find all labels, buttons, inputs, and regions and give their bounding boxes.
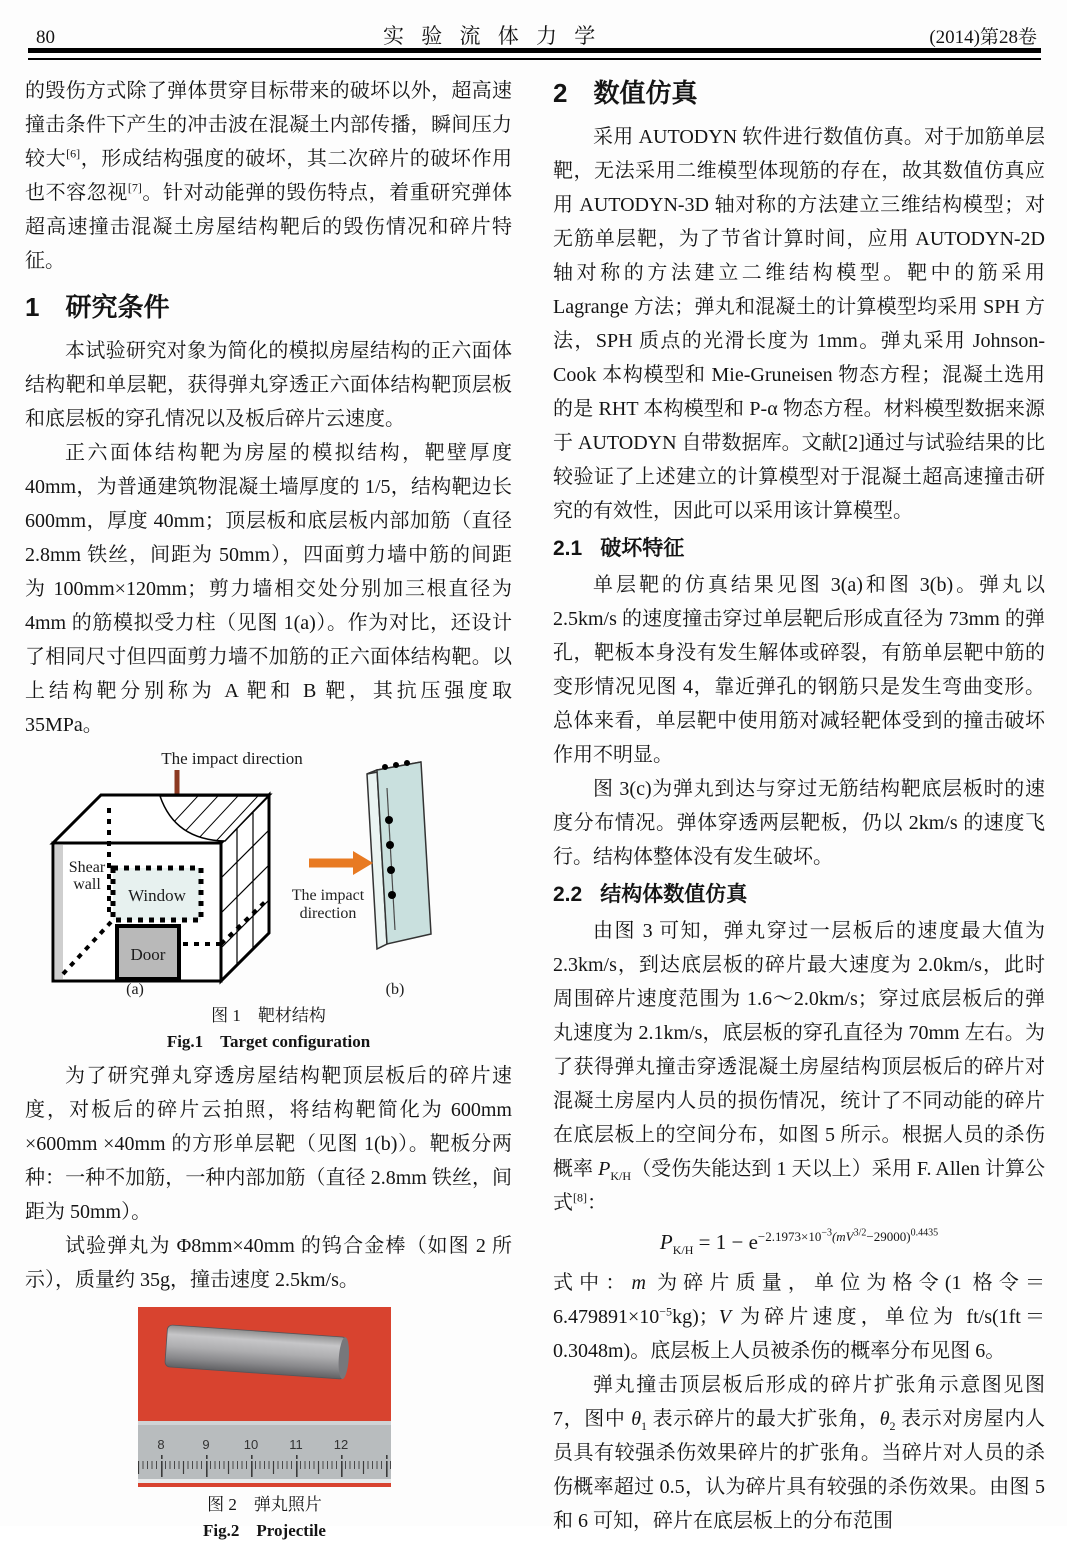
section-2-heading xyxy=(553,78,1045,108)
theta2-symbol: θ xyxy=(879,1408,890,1430)
figure-2 xyxy=(138,1307,512,1544)
pkh-subscript: K/H xyxy=(610,1169,632,1183)
impact-direction-label-b-line2: direction xyxy=(299,905,357,922)
text-run: 表示对房屋内人员具有较强杀伤效果碎片的扩张角。当碎片对人员的杀伤概率超过 0.5，认为碎片具有较强的杀伤效果。由图 5 和 6 可知，碎片在底层板上的分布范围 xyxy=(553,1408,1046,1532)
theta1-subscript: 1 xyxy=(641,1419,648,1433)
section-number: 2.1 xyxy=(553,537,583,560)
section-2-2-heading xyxy=(553,882,1045,908)
steel-ruler xyxy=(138,1421,391,1483)
mass-symbol: m xyxy=(631,1272,646,1294)
section-1-heading xyxy=(25,292,512,322)
journal-title: 实 验 流 体 力 学 xyxy=(383,24,602,48)
svg-text:8: 8 xyxy=(157,1437,165,1452)
svg-text:9: 9 xyxy=(202,1437,210,1452)
ref-7: [7] xyxy=(127,180,142,195)
paragraph: 单层靶的仿真结果见图 3(a)和图 3(b)。弹丸以 2.5km/s 的速度撞击穿过单层靶后形成直径为 73mm 的弹孔，靶板本身没有发生解体或碎裂，有筋单层靶中筋的变形情况见图 4，靠近弹孔的钢筋只是发生弯曲变形。总体来看，单层靶中使用筋对减轻靶体受到的撞击破坏作用不明显。 xyxy=(553,574,1045,766)
figure-1 xyxy=(25,748,512,1055)
section-title: 结构体数值仿真 xyxy=(600,883,748,906)
paragraph-intro xyxy=(25,74,512,278)
ref-8: [8] xyxy=(573,1190,587,1205)
figure-1-caption-en: Fig.1 Target configuration xyxy=(166,1032,371,1051)
paragraph: 采用 AUTODYN 软件进行数值仿真。对于加筋单层靶，无法采用二维模型体现筋的存在，故其数值仿真应用 AUTODYN-3D 轴对称的方法建立三维结构模型；对无筋单层靶，为了节省计算时间，应用 AUTODYN-2D 轴对称的方法建立二维结构模型。靶中的筋采用 Lagrange 方法；弹丸和混凝土的计算模型均采用 SPH 方法，SPH 质点的光滑长度为 1mm。弹丸采用 Johnson-Cook 本构模型和 Mie-Gruneisen 物态方程；混凝土选用的是 RHT 本构模型和 P-α 物态方程。材料模型数据来源于 AUTODYN 自带数据库。文献[2]通过与试验结果的比较验证了上述建立的计算模型对于混凝土超高速撞击研究的有效性，因此可以采用该计算模型。 xyxy=(553,126,1045,522)
section-2-1-heading xyxy=(553,536,1045,562)
text-run: 弹丸撞击顶层板后形成的碎片扩张角示意图见图 7，图中 xyxy=(553,1374,1045,1430)
formula-equals: = 1 − e xyxy=(693,1230,758,1254)
text-run: 。针对动能弹的毁伤特点，着重研究弹体超高速撞击混凝土房屋结构靶后的毁伤情况和碎片特征。 xyxy=(25,182,513,272)
subfigure-a-label: (a) xyxy=(126,981,144,998)
text-run: 的毁伤方式除了弹体贯穿目标带来的破坏以外，超高速撞击条件下产生的冲击波在混凝土内部传播，瞬间压力较大 xyxy=(25,80,512,170)
shear-wall-label-line2: wall xyxy=(73,876,101,893)
shear-wall-strip xyxy=(55,845,63,979)
header-rule-thin xyxy=(28,58,1041,60)
svg-text:11: 11 xyxy=(289,1437,303,1452)
figure-2-photo xyxy=(138,1307,391,1487)
text-run: ： xyxy=(587,1192,607,1214)
figure-1-diagram xyxy=(25,748,512,998)
header-rule-thick xyxy=(28,48,1041,53)
formula-lhs: P xyxy=(659,1230,673,1254)
impact-arrow-b-head xyxy=(353,851,373,875)
exponent-power: −3 xyxy=(821,1227,832,1239)
text-run: ，形成结构强度的破坏，其二次碎片的破坏作用也不容忽视 xyxy=(25,148,513,204)
section-title: 破坏特征 xyxy=(600,537,685,560)
section-number: 1 xyxy=(25,292,40,322)
power-minus-5: −5 xyxy=(659,1304,673,1319)
shear-wall-label-line1: Shear xyxy=(68,859,106,876)
theta1-symbol: θ xyxy=(631,1408,642,1430)
section-number: 2.2 xyxy=(553,883,583,906)
ruler-ticks xyxy=(138,1455,391,1477)
text-run: 为碎片质量，单位为格令(1 格令＝6.479891×10 xyxy=(553,1272,1045,1328)
figure-1-caption-cn: 图 1 靶材结构 xyxy=(211,1006,326,1025)
paragraph: 为了研究弹丸穿透房屋结构靶顶层板后的碎片速度，对板后的碎片云拍照，将结构靶简化为 600mm ×600mm ×40mm 的方形单层靶（见图 1(b)）。靶板分两种：一种不加筋，一种内部加筋（直径 2.8mm 铁丝，间距为 50mm）。 xyxy=(25,1065,512,1223)
text-run: 由图 3 可知，弹丸穿过一层板后的速度最大值为 2.3km/s，到达底层板的碎片最大速度为 2.0km/s，此时周围碎片速度范围为 1.6～2.0km/s；穿过底层板后的弹丸速度为 2.1km/s，底层板的穿孔直径为 70mm 左右。为了获得弹丸撞击穿透混凝土房屋结构顶层板后的碎片对混凝土房屋内人员的损伤情况，统计了不同动能的碎片在底层板上的空间分布，如图 5 所示。根据人员的杀伤概率 xyxy=(553,920,1045,1180)
door-label: Door xyxy=(130,945,166,964)
velocity-symbol: V xyxy=(718,1306,731,1328)
plate-front-face xyxy=(377,762,431,944)
section-title: 研究条件 xyxy=(65,292,170,322)
text-run: 为碎片速度，单位为 ft/s(1ft＝0.3048m)。底层板上人员被杀伤的概率分布见图 6。 xyxy=(553,1306,1045,1362)
svg-text:10: 10 xyxy=(243,1437,259,1452)
paragraph: 图 3(c)为弹丸到达与穿过无筋结构靶底层板时的速度分布情况。弹体穿透两层靶板，仍以 2km/s 的速度飞行。结构体整体没有发生破坏。 xyxy=(553,778,1045,868)
impact-direction-label-b-line1: The impact xyxy=(291,887,365,904)
subfigure-b-label: (b) xyxy=(385,981,405,998)
paragraph: 试验弹丸为 Φ8mm×40mm 的钨合金棒（如图 2 所示），质量约 35g，撞击速度 2.5km/s。 xyxy=(25,1235,512,1291)
window-label: Window xyxy=(128,886,186,905)
page-number: 80 xyxy=(36,27,55,48)
paragraph: 正六面体结构靶为房屋的模拟结构，靶壁厚度 40mm，为普通建筑物混凝土墙厚度的 1/5，结构靶边长 600mm，厚度 40mm；顶层板和底层板内部加筋（直径 2.8mm 铁丝，间距为 50mm），四面剪力墙中筋的间距为 100mm×120mm；剪力墙相交处分别加三根直径为 4mm 的筋模拟受力柱（见图 1(a)）。作为对比，还设计了相同尺寸但四面剪力墙不加筋的正六面体结构靶。以上结构靶分别称为 A 靶和 B 靶，其抗压强度取 35MPa。 xyxy=(25,442,512,736)
paragraph xyxy=(553,914,1045,1220)
svg-text:12: 12 xyxy=(333,1437,349,1452)
figure-2-caption-en: Fig.2 Projectile xyxy=(203,1521,326,1540)
right-column xyxy=(553,74,1045,1538)
exponent-run: −29000) xyxy=(866,1229,911,1244)
paragraph xyxy=(553,1368,1045,1538)
exponent-power: 3/2 xyxy=(853,1227,867,1239)
paragraph xyxy=(553,1266,1045,1368)
text-run: 表示碎片的最大扩张角， xyxy=(647,1408,880,1430)
section-number: 2 xyxy=(553,78,568,108)
pkh-symbol: P xyxy=(598,1158,611,1180)
text-run: （受伤失能达到 1 天以上）采用 F. Allen 计算公式 xyxy=(553,1158,1045,1214)
theta2-subscript: 2 xyxy=(889,1419,896,1433)
formula-exponent xyxy=(758,1229,938,1244)
issue-label: (2014)第28卷 xyxy=(929,27,1037,48)
paragraph: 本试验研究对象为简化的模拟房屋结构的正六面体结构靶和单层靶，获得弹丸穿透正六面体结构靶顶层板和底层板的穿孔情况以及板后碎片云速度。 xyxy=(25,340,512,430)
allen-formula xyxy=(553,1224,1045,1260)
figure-2-caption-cn: 图 2 弹丸照片 xyxy=(207,1495,322,1514)
exponent-run: −2.1973×10 xyxy=(757,1229,822,1244)
page-header xyxy=(36,20,1037,50)
exponent-run: (mV xyxy=(831,1229,854,1244)
ref-6: [6] xyxy=(66,146,81,161)
formula-lhs-subscript: K/H xyxy=(672,1243,694,1258)
impact-direction-label-a: The impact direction xyxy=(161,749,303,768)
text-run: 式中： xyxy=(553,1272,632,1294)
left-column xyxy=(25,74,512,1550)
text-run: kg)； xyxy=(672,1306,719,1328)
exponent-power: 0.4435 xyxy=(910,1227,939,1239)
section-title: 数值仿真 xyxy=(593,78,698,108)
